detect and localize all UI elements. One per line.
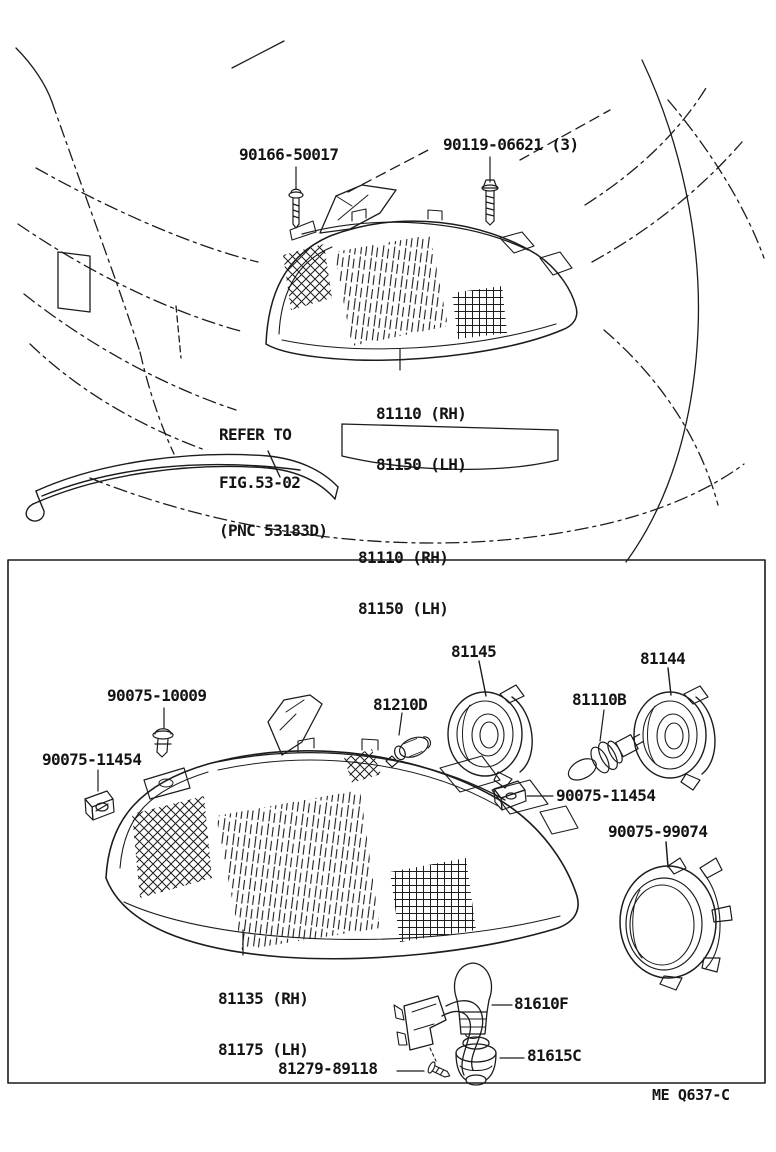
- screw-90166-drawing: [289, 167, 303, 228]
- clip-10009-drawing: [153, 708, 173, 757]
- refer-note-line1: REFER TO: [219, 425, 292, 444]
- clip-11454-left-drawing: [85, 770, 114, 820]
- part-label-bulb-81110b: 81110B: [572, 690, 627, 709]
- part-label-retainer-81145: 81145: [451, 642, 497, 661]
- wire-harness-drawing: [394, 996, 483, 1075]
- part-label-bulb-81210d: 81210D: [373, 695, 428, 714]
- headlamp-unit-drawing: [106, 695, 578, 959]
- refer-note-line3: (PNC 53183D): [219, 521, 328, 540]
- part-label-bolt-90119: 90119-06621 (3): [443, 135, 579, 154]
- part-label-screw-90166: 90166-50017: [239, 145, 339, 164]
- part-label-assy-rh: 81110 (RH): [376, 404, 467, 423]
- part-label-assy-box-lh: 81150 (LH): [358, 599, 449, 618]
- clip-11454-right-drawing: [494, 781, 553, 810]
- part-label-socket-81615c: 81615C: [527, 1046, 582, 1065]
- part-label-screw-81279: 81279-89118: [278, 1059, 378, 1078]
- part-label-bulb-81610f: 81610F: [514, 994, 569, 1013]
- screw-81279-drawing: [397, 1061, 452, 1081]
- bolt-90119-drawing: [482, 157, 498, 225]
- refer-note: [219, 395, 327, 571]
- part-label-clip-11454-right: 90075-11454: [556, 786, 656, 805]
- part-label-assy-box-rh: 81110 (RH): [358, 548, 449, 567]
- part-label-headlamp-assy-top: [376, 371, 466, 507]
- figure-code: ME Q637-C: [652, 1086, 730, 1104]
- part-label-retainer-81144: 81144: [640, 649, 686, 668]
- retainer-81145-drawing: [448, 661, 532, 788]
- part-label-clip-10009: 90075-10009: [107, 686, 207, 705]
- part-label-assy-lh: 81150 (LH): [376, 455, 467, 474]
- part-label-unit-lh: 81175 (LH): [218, 1040, 309, 1059]
- retainer-81144-drawing: [634, 668, 715, 790]
- part-label-clip-11454-left: 90075-11454: [42, 750, 142, 769]
- cover-ring-99074-drawing: [620, 842, 732, 990]
- part-label-unit-rh: 81135 (RH): [218, 989, 309, 1008]
- part-label-headlamp-assy-box: [358, 515, 448, 651]
- refer-note-line2: FIG.53-02: [219, 473, 301, 492]
- headlamp-assembly-top-drawing: [266, 185, 577, 370]
- part-label-cover-99074: 90075-99074: [608, 822, 708, 841]
